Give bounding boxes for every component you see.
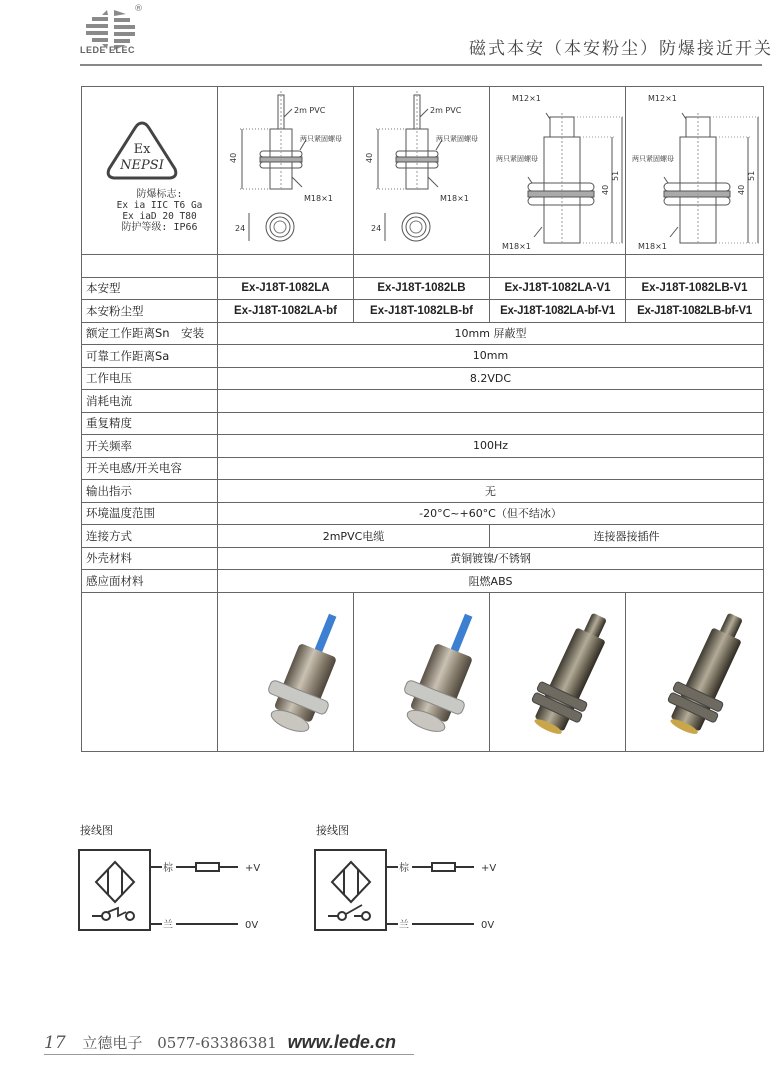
zero-volt-label: 0V — [481, 920, 495, 931]
wiring-diagram-no — [306, 822, 536, 942]
model-cell: Ex-J18T-1082LB-bf-V1 — [626, 300, 764, 323]
phone-number: 0577-63386381 — [157, 1034, 277, 1052]
table-row — [82, 345, 764, 368]
model-cell: Ex-J18T-1082LB-bf — [354, 300, 490, 323]
registered-mark: ® — [134, 4, 143, 14]
value-cell: 无 — [218, 480, 764, 503]
brand-name: LEDE ELEC — [80, 45, 136, 55]
value-cell: 2mPVC电缆 — [218, 525, 490, 548]
connector-sensor-drawing-icon — [494, 87, 628, 251]
model-cell: Ex-J18T-1082LB — [354, 277, 490, 300]
total-length-dimension: 51 — [747, 170, 756, 181]
footer-divider — [44, 1054, 414, 1055]
value-cell: 8.2VDC — [218, 367, 764, 390]
page-title: 磁式本安（本安粉尘）防爆接近开关 — [469, 39, 773, 59]
value-cell — [218, 390, 764, 413]
nut-label: 两只紧固螺母 — [496, 155, 538, 163]
table-row — [82, 322, 764, 345]
value-cell: 10mm 屏蔽型 — [218, 322, 764, 345]
connector-sensor-drawing-icon — [630, 87, 764, 251]
row-label: 感应面材料 — [82, 570, 218, 593]
marking-gas: Ex ia IIC T6 Ga — [116, 199, 203, 211]
protection-rating: 防护等级: IP66 — [121, 221, 198, 233]
cable-label: 2m PVC — [430, 106, 462, 115]
product-photo-cable — [218, 592, 354, 751]
resistor-icon — [196, 863, 219, 871]
row-label: 外壳材料 — [82, 547, 218, 570]
row-label: 环境温度范围 — [82, 502, 218, 525]
model-cell: Ex-J18T-1082LA-bf-V1 — [490, 300, 626, 323]
nut-label: 两只紧固螺母 — [300, 135, 342, 143]
row-label: 消耗电流 — [82, 390, 218, 413]
product-photo-cable — [354, 592, 490, 751]
cable-sensor-drawing-icon — [358, 87, 492, 251]
row-label: 本安粉尘型 — [82, 300, 218, 323]
wiring-title: 接线图 — [80, 824, 113, 837]
length-dimension: 40 — [229, 152, 238, 163]
length-dimension: 40 — [737, 184, 746, 195]
length-dimension: 40 — [365, 152, 374, 163]
nut-label: 两只紧固螺母 — [632, 155, 674, 163]
cable-sensor-photo-icon — [358, 593, 492, 748]
nc-switch-icon — [92, 908, 134, 920]
wiring-schematic-icon — [70, 832, 300, 942]
model-cell: Ex-J18T-1082LA-V1 — [490, 277, 626, 300]
website-link[interactable]: www.lede.cn — [287, 1032, 396, 1052]
row-label: 工作电压 — [82, 367, 218, 390]
thread-label: M18×1 — [440, 194, 469, 203]
header-divider — [80, 64, 762, 66]
connector-sensor-photo-icon — [494, 593, 628, 748]
cable-sensor-photo-icon — [222, 593, 356, 748]
row-label: 输出指示 — [82, 480, 218, 503]
photo-row — [82, 592, 764, 751]
connector-label: M12×1 — [512, 94, 541, 103]
model-cell: Ex-J18T-1082LB-V1 — [626, 277, 764, 300]
total-length-dimension: 51 — [611, 170, 620, 181]
table-row — [82, 502, 764, 525]
zero-volt-label: 0V — [245, 920, 259, 931]
cable-sensor-drawing-icon — [222, 87, 356, 251]
table-row — [82, 570, 764, 593]
nut-label: 两只紧固螺母 — [436, 135, 478, 143]
table-row — [82, 547, 764, 570]
nepsi-logo-ex: Ex — [133, 141, 151, 157]
length-dimension: 40 — [601, 184, 610, 195]
blue-wire-label: 兰 — [163, 920, 173, 931]
certification-cell — [82, 87, 218, 255]
row-label: 额定工作距离Sn 安装 — [82, 322, 218, 345]
row-label: 可靠工作距离Sa — [82, 345, 218, 368]
thread-label: M18×1 — [304, 194, 333, 203]
wiring-diagram-nc — [70, 822, 300, 942]
spec-table — [81, 86, 764, 752]
table-row — [82, 457, 764, 480]
positive-terminal-label: +V — [245, 863, 261, 874]
table-row — [82, 480, 764, 503]
row-label: 重复精度 — [82, 412, 218, 435]
table-row — [82, 525, 764, 548]
hex-dimension: 24 — [371, 224, 382, 233]
no-switch-icon — [328, 905, 370, 920]
row-label: 本安型 — [82, 277, 218, 300]
page-footer — [44, 1032, 396, 1053]
marking-label: 防爆标志: — [136, 188, 183, 200]
value-cell — [218, 457, 764, 480]
blank-row — [82, 255, 764, 278]
nepsi-ex-logo-icon — [102, 119, 182, 183]
connector-sensor-photo-icon — [630, 593, 764, 748]
table-row — [82, 390, 764, 413]
positive-terminal-label: +V — [481, 863, 497, 874]
model-cell: Ex-J18T-1082LA-bf — [218, 300, 354, 323]
value-cell: 黄铜镀镍/不锈钢 — [218, 547, 764, 570]
page-number: 17 — [44, 1033, 66, 1053]
thread-label: M18×1 — [502, 242, 531, 251]
value-cell: 100Hz — [218, 435, 764, 458]
table-row — [82, 367, 764, 390]
table-row — [82, 435, 764, 458]
sensor-symbol-icon — [96, 862, 134, 902]
hex-dimension: 24 — [235, 224, 246, 233]
product-photo-connector — [490, 592, 626, 751]
row-label: 连接方式 — [82, 525, 218, 548]
drawing-cable-la — [218, 87, 354, 255]
drawing-row — [82, 87, 764, 255]
drawing-cable-lb — [354, 87, 490, 255]
connector-label: M12×1 — [648, 94, 677, 103]
drawing-connector-lb-v1 — [626, 87, 764, 255]
value-cell: 阻燃ABS — [218, 570, 764, 593]
row-label: 开关频率 — [82, 435, 218, 458]
value-cell: 10mm — [218, 345, 764, 368]
brown-wire-label: 棕 — [399, 863, 409, 874]
blue-wire-label: 兰 — [399, 920, 409, 931]
value-cell: 连接器接插件 — [490, 525, 764, 548]
thread-label: M18×1 — [638, 242, 667, 251]
model-cell: Ex-J18T-1082LA — [218, 277, 354, 300]
product-photo-connector — [626, 592, 764, 751]
value-cell — [218, 412, 764, 435]
table-row — [82, 300, 764, 323]
resistor-icon — [432, 863, 455, 871]
value-cell: -20°C~+60°C（但不结冰） — [218, 502, 764, 525]
sensor-symbol-icon — [332, 862, 370, 902]
table-row — [82, 412, 764, 435]
table-row — [82, 277, 764, 300]
cable-label: 2m PVC — [294, 106, 326, 115]
brown-wire-label: 棕 — [163, 863, 173, 874]
company-name: 立德电子 — [82, 1034, 143, 1052]
nepsi-logo-text: NEPSI — [120, 157, 164, 173]
wiring-schematic-icon — [306, 832, 536, 942]
wiring-title: 接线图 — [316, 824, 349, 837]
marking-dust: Ex iaD 20 T80 — [122, 210, 197, 222]
row-label: 开关电感/开关电容 — [82, 457, 218, 480]
drawing-connector-la-v1 — [490, 87, 626, 255]
